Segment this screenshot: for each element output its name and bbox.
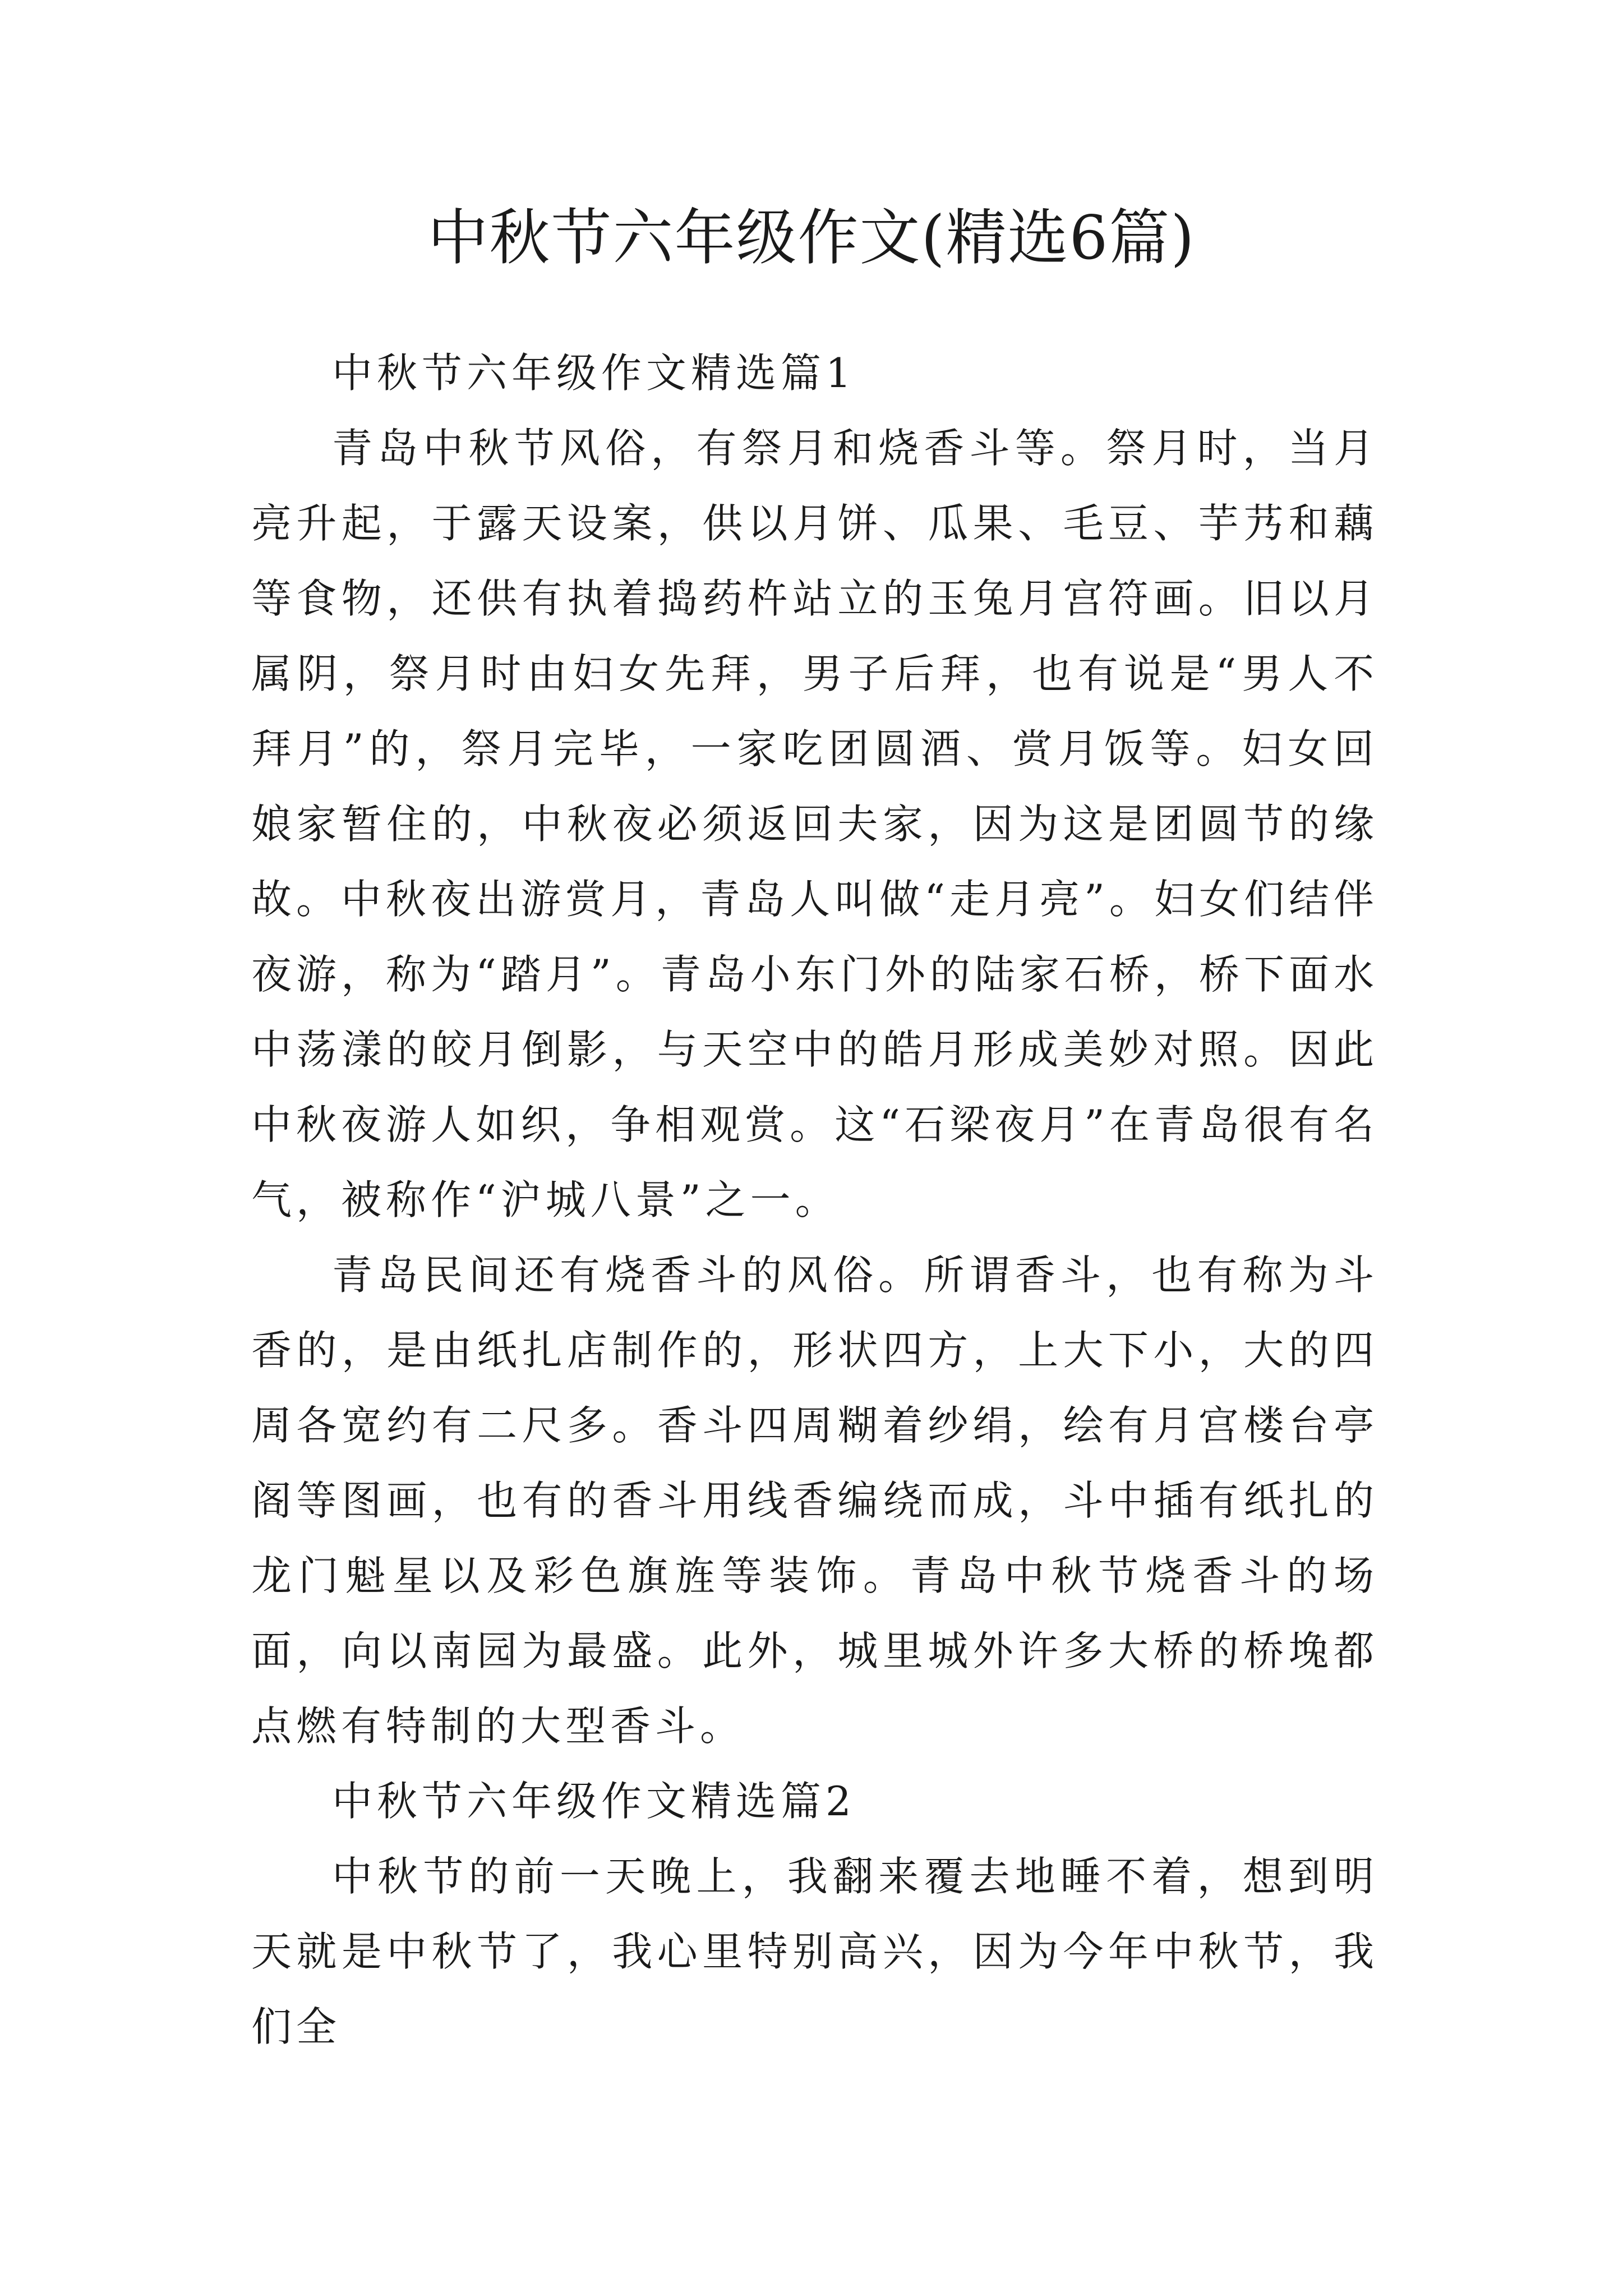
document-body	[251, 335, 1378, 2064]
section-heading-2: 中秋节六年级作文精选篇2	[332, 1778, 856, 1825]
document-title: 中秋节六年级作文(精选6篇)	[427, 203, 1196, 273]
paragraph-2: 青岛民间还有烧香斗的风俗。所谓香斗，也有称为斗香的，是由纸扎店制作的，形状四方，上大下小，大的四周各宽约有二尺多。香斗四周糊着纱绢，绘有月宫楼台亭阁等图画，也有的香斗用线香编绕而成，斗中插有纸扎的龙门魁星以及彩色旗旌等装饰。青岛中秋节烧香斗的场面，向以南园为最盛。此外，城里城外许多大桥的桥堍都点燃有特制的大型香斗。	[251, 1251, 1378, 1750]
paragraph-1: 青岛中秋节风俗，有祭月和烧香斗等。祭月时，当月亮升起，于露天设案，供以月饼、瓜果、毛豆、芋艿和藕等食物，还供有执着捣药杵站立的玉兔月宫符画。旧以月属阴，祭月时由妇女先拜，男子后拜，也有说是“男人不拜月”的，祭月完毕，一家吃团圆酒、赏月饭等。妇女回娘家暂住的，中秋夜必须返回夫家，因为这是团圆节的缘故。中秋夜出游赏月，青岛人叫做“走月亮”。妇女们结伴夜游，称为“踏月”。青岛小东门外的陆家石桥，桥下面水中荡漾的皎月倒影，与天空中的皓月形成美妙对照。因此中秋夜游人如织，争相观赏。这“石梁夜月”在青岛很有名气，被称作“沪城八景”之一。	[251, 425, 1378, 1223]
paragraph-3: 中秋节的前一天晚上，我翻来覆去地睡不着，想到明天就是中秋节了，我心里特别高兴，因为今年中秋节，我们全	[251, 1853, 1378, 2050]
section-heading-1: 中秋节六年级作文精选篇1	[332, 349, 856, 397]
